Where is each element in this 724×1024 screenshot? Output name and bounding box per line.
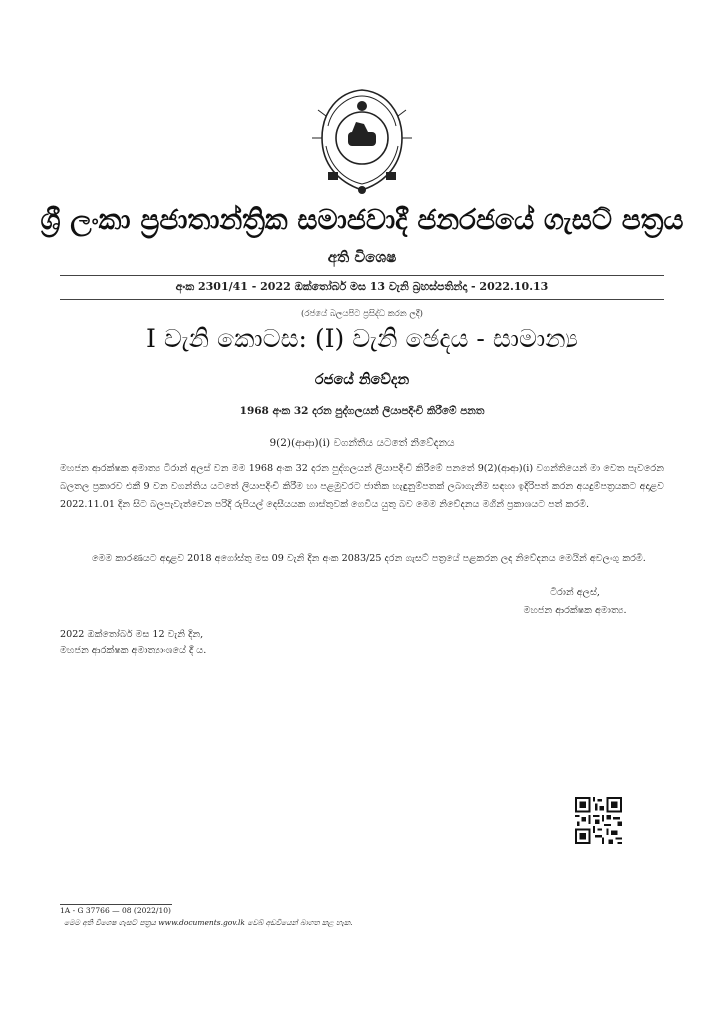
act-title: 1968 අංක 32 දරන පුද්ගලයන් ලියාපදිංචි කිරීමේ පනත <box>239 405 485 417</box>
published-by-authority: (රජයේ බලයපිට ප්‍රසිද්ධ කරන ලදී) <box>301 309 423 319</box>
notice-paragraph-1: මහජන ආරක්ෂක අමාත්‍ය ටිරාන් අලස් වන මම 1968 අංක 32 දරන පුද්ගලයන් ලියාපදිංචි කිරීමේ පනතේ 9(2)(ආආ)(i) වගන්තියෙන් මා වෙත පැවරෙන බලතල ප්‍රකාරව එකී 9 වන වගන්තිය යටතේ ලියාපදිංචි කිරීම හා පළමුවරට ජාතික හැඳුනුම්පතක් ලබාගැනීම සඳහා ඉදිරිපත් කරන අයදුම්පත්‍රයකට අදාළව 2022.11.01 දින සිට බලපැවැත්වෙන පරිදි රුපියල් දෙසීයයක ගාස්තුවක් ගෙවිය යුතු බව මෙම නිවේදනය මගින් ප්‍රකාශයට පත් කරමි. <box>60 463 664 510</box>
notice-heading: රජයේ නිවේදන <box>314 372 410 388</box>
notice-paragraph-2: මෙම කාරණයට අදාළව 2018 අගෝස්තු මස 09 වැනි දින අංක 2083/25 දරන ගැසට් පත්‍රයේ පළකරන ලද නිවේදනය මෙයින් අවලංගු කරමි. <box>92 553 646 564</box>
header-rule-bottom <box>60 299 664 300</box>
print-code: 1A - G 37766 — 08 (2022/10) <box>60 906 171 915</box>
issue-line: අංක 2301/41 - 2022 ඔක්තෝබර් මස 13 වැනි බ්‍රහස්පතින්දා - 2022.10.13 <box>175 280 549 293</box>
extraordinary-label: අති විශෙෂ <box>327 248 397 266</box>
date-place-block <box>60 627 360 659</box>
download-note: මෙම අති විශෙෂ ගැසට් පත්‍රය www.documents.gov.lk වෙබ් අඩවියෙන් බාගත කළ හැක. <box>64 918 353 927</box>
footer-rule <box>60 904 172 905</box>
part-title: I වැනි කොටස: (I) වැනි ඡෙදය - සාමාන්‍ය <box>146 324 578 353</box>
header-rule-top <box>60 275 664 276</box>
date-line: 2022 ඔක්තෝබර් මස 12 වැනි දින, <box>60 629 204 640</box>
signatory-name: ටිරාන් අලස්, <box>550 587 600 598</box>
signatory-title: මහජන ආරක්ෂක අමාත්‍ය. <box>523 605 627 616</box>
gazette-masthead: ශ්‍රී ලංකා ප්‍රජාතාන්ත්‍රික සමාජවාදී ජනරජයේ ගැසට් පත්‍රය <box>40 203 684 236</box>
qr-code-icon <box>575 797 622 844</box>
state-emblem-icon <box>308 86 416 198</box>
signature-block <box>480 584 670 620</box>
section-reference: 9(2)(ආආ)(i) වගන්තිය යටතේ නිවේදනය <box>269 437 455 449</box>
place-line: මහජන ආරක්ෂක අමාත්‍යාංශයේ දී ය. <box>60 645 207 656</box>
